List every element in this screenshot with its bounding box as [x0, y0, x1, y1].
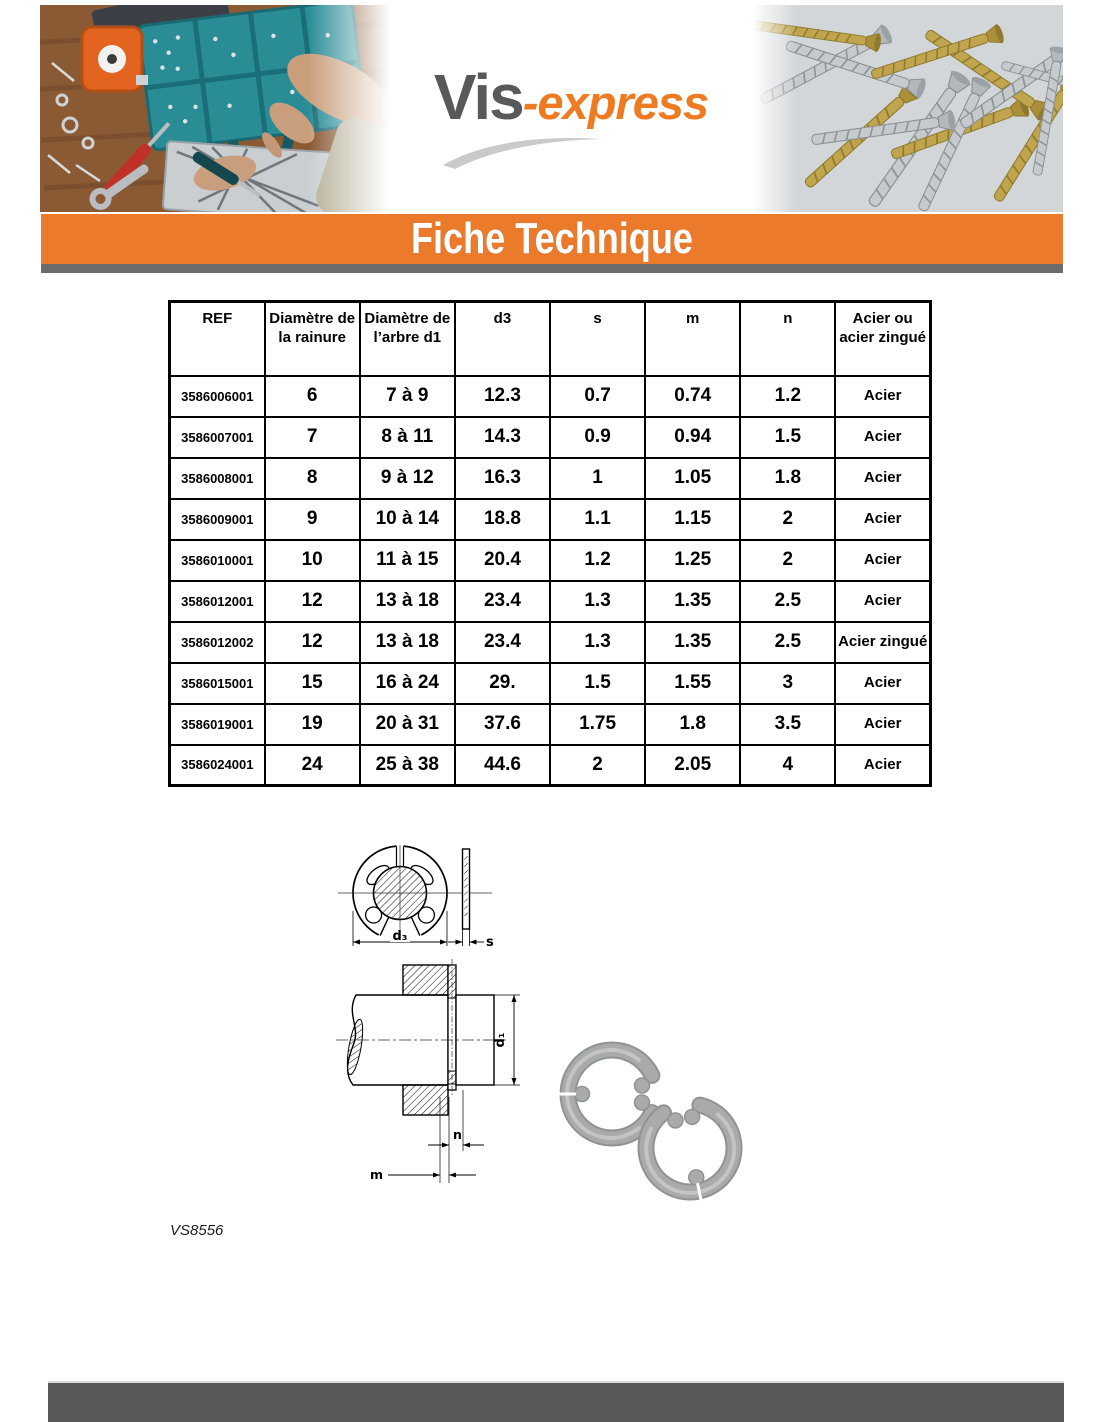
- table-row: [170, 540, 931, 581]
- cell-m: 0.94: [645, 417, 740, 458]
- banner-gray-strip: [41, 264, 1063, 273]
- cell-s: 1.3: [550, 581, 645, 622]
- cell-groove-diameter: 19: [265, 704, 360, 745]
- cell-ref: 3586012002: [170, 622, 265, 663]
- header-cell: n: [740, 302, 835, 376]
- dim-label-s: s: [486, 935, 494, 950]
- cell-groove-diameter: 6: [265, 376, 360, 417]
- cell-n: 2: [740, 499, 835, 540]
- cell-material: Acier: [835, 704, 930, 745]
- header-cell: Acier ou acier zingué: [835, 302, 930, 376]
- cell-d3: 37.6: [455, 704, 550, 745]
- cell-s: 0.9: [550, 417, 645, 458]
- header-cell: Diamètre de la rainure: [265, 302, 360, 376]
- table-row: [170, 376, 931, 417]
- footer-bar: [48, 1383, 1064, 1422]
- title-banner: [41, 214, 1063, 264]
- cell-d3: 23.4: [455, 622, 550, 663]
- cell-d3: 16.3: [455, 458, 550, 499]
- logo-swoosh: [441, 131, 611, 171]
- cell-material: Acier: [835, 458, 930, 499]
- dim-label-d3: d₃: [392, 929, 408, 944]
- cell-shaft-diameter: 16 à 24: [360, 663, 455, 704]
- cell-d3: 18.8: [455, 499, 550, 540]
- cell-groove-diameter: 15: [265, 663, 360, 704]
- cell-s: 1.2: [550, 540, 645, 581]
- cell-material: Acier: [835, 417, 930, 458]
- dim-label-n: n: [453, 1127, 462, 1142]
- cell-groove-diameter: 8: [265, 458, 360, 499]
- table-row: [170, 704, 931, 745]
- cell-ref: 3586024001: [170, 745, 265, 786]
- spec-table-body: [170, 376, 931, 786]
- cell-shaft-diameter: 8 à 11: [360, 417, 455, 458]
- cell-n: 1.2: [740, 376, 835, 417]
- table-row: [170, 663, 931, 704]
- header-cell: s: [550, 302, 645, 376]
- cell-n: 4: [740, 745, 835, 786]
- cell-shaft-diameter: 20 à 31: [360, 704, 455, 745]
- cell-ref: 3586009001: [170, 499, 265, 540]
- cell-groove-diameter: 10: [265, 540, 360, 581]
- header-cell: Diamètre de l’arbre d1: [360, 302, 455, 376]
- cell-ref: 3586012001: [170, 581, 265, 622]
- cell-m: 1.35: [645, 581, 740, 622]
- cell-n: 2.5: [740, 581, 835, 622]
- cell-m: 0.74: [645, 376, 740, 417]
- dim-label-m: m: [370, 1167, 384, 1182]
- eclip-drawing: [330, 845, 540, 1190]
- cell-ref: 3586007001: [170, 417, 265, 458]
- logo-text-express: -express: [522, 75, 709, 129]
- cell-s: 0.7: [550, 376, 645, 417]
- cell-material: Acier: [835, 540, 930, 581]
- eclips-product-photo: [540, 1030, 770, 1210]
- eclips-photo-illustration: [540, 1030, 770, 1205]
- cell-n: 3.5: [740, 704, 835, 745]
- cell-n: 1.8: [740, 458, 835, 499]
- cell-m: 1.35: [645, 622, 740, 663]
- cell-shaft-diameter: 11 à 15: [360, 540, 455, 581]
- cell-d3: 20.4: [455, 540, 550, 581]
- cross-section-view: [336, 959, 520, 1183]
- cell-groove-diameter: 7: [265, 417, 360, 458]
- cell-shaft-diameter: 13 à 18: [360, 622, 455, 663]
- header-cell: d3: [455, 302, 550, 376]
- cell-n: 2.5: [740, 622, 835, 663]
- cell-s: 2: [550, 745, 645, 786]
- cell-material: Acier: [835, 499, 930, 540]
- cell-m: 1.55: [645, 663, 740, 704]
- cell-s: 1: [550, 458, 645, 499]
- spec-table-head: [170, 302, 931, 376]
- workbench-photo: [40, 5, 390, 212]
- table-row: [170, 417, 931, 458]
- logo-text-vis: Vis: [433, 60, 523, 133]
- cell-n: 1.5: [740, 417, 835, 458]
- cell-ref: 3586006001: [170, 376, 265, 417]
- cell-material: Acier: [835, 745, 930, 786]
- cell-shaft-diameter: 25 à 38: [360, 745, 455, 786]
- table-row: [170, 581, 931, 622]
- cell-m: 2.05: [645, 745, 740, 786]
- side-view: [448, 849, 494, 950]
- cell-material: Acier: [835, 376, 930, 417]
- cell-groove-diameter: 24: [265, 745, 360, 786]
- cell-groove-diameter: 12: [265, 622, 360, 663]
- cell-d3: 29.: [455, 663, 550, 704]
- spec-table: [168, 300, 932, 787]
- cell-material: Acier: [835, 663, 930, 704]
- cell-m: 1.25: [645, 540, 740, 581]
- document-reference: VS8556: [170, 1222, 224, 1239]
- cell-shaft-diameter: 9 à 12: [360, 458, 455, 499]
- cell-d3: 44.6: [455, 745, 550, 786]
- cell-material: Acier: [835, 581, 930, 622]
- header-row: [170, 302, 931, 376]
- cell-d3: 23.4: [455, 581, 550, 622]
- workbench-photo-illustration: [40, 5, 390, 212]
- cell-ref: 3586008001: [170, 458, 265, 499]
- cell-ref: 3586010001: [170, 540, 265, 581]
- cell-groove-diameter: 12: [265, 581, 360, 622]
- cell-s: 1.3: [550, 622, 645, 663]
- cell-material: Acier zingué: [835, 622, 930, 663]
- cell-shaft-diameter: 10 à 14: [360, 499, 455, 540]
- cell-shaft-diameter: 7 à 9: [360, 376, 455, 417]
- cell-groove-diameter: 9: [265, 499, 360, 540]
- logo-wordmark: [433, 60, 709, 133]
- page-title: Fiche Technique: [410, 214, 694, 263]
- cell-n: 2: [740, 540, 835, 581]
- cell-m: 1.8: [645, 704, 740, 745]
- cell-s: 1.1: [550, 499, 645, 540]
- cell-m: 1.05: [645, 458, 740, 499]
- cell-ref: 3586015001: [170, 663, 265, 704]
- table-row: [170, 622, 931, 663]
- cell-d3: 14.3: [455, 417, 550, 458]
- cell-s: 1.75: [550, 704, 645, 745]
- screws-photo: [752, 5, 1063, 212]
- cell-ref: 3586019001: [170, 704, 265, 745]
- dim-label-d1: d₁: [493, 1032, 508, 1048]
- cell-s: 1.5: [550, 663, 645, 704]
- cell-d3: 12.3: [455, 376, 550, 417]
- cell-m: 1.15: [645, 499, 740, 540]
- header-cell: REF: [170, 302, 265, 376]
- header-cell: m: [645, 302, 740, 376]
- cell-n: 3: [740, 663, 835, 704]
- screws-photo-illustration: [752, 5, 1063, 212]
- logo: [390, 5, 752, 212]
- table-row: [170, 499, 931, 540]
- table-row: [170, 458, 931, 499]
- table-row: [170, 745, 931, 786]
- cell-shaft-diameter: 13 à 18: [360, 581, 455, 622]
- technical-drawing: [330, 845, 540, 1195]
